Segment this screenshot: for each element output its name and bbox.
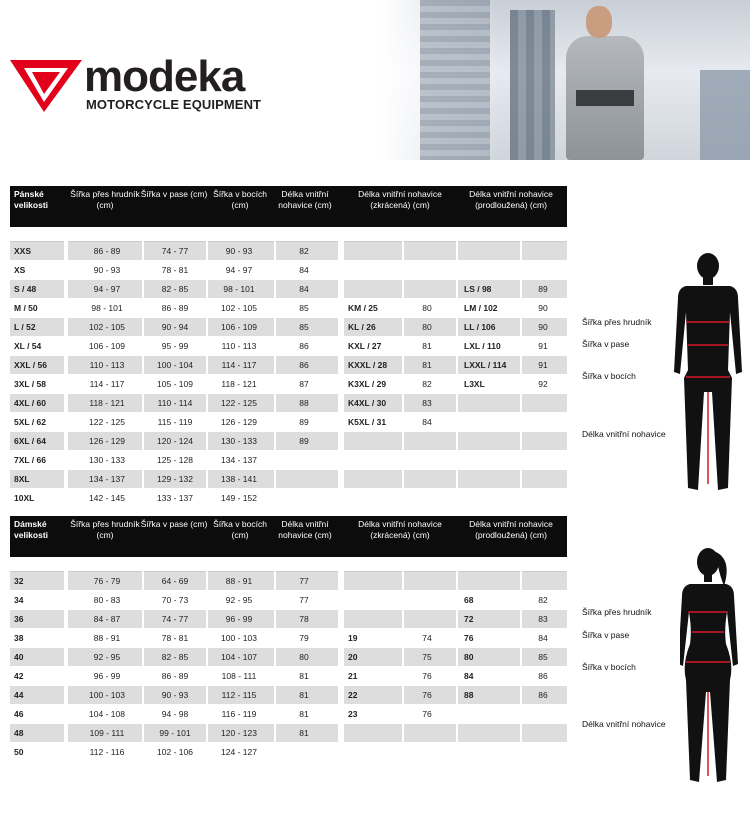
women-cell-short_size	[348, 743, 408, 761]
building-graphic	[420, 0, 490, 160]
men-cell-hip: 130 - 133	[221, 436, 257, 446]
cell-background	[276, 557, 338, 572]
women-header-cell: Šířka v pase (cm)	[140, 519, 208, 529]
men-cell-waist: 86 - 89	[161, 303, 189, 313]
men-cell-inseam: 86	[299, 341, 309, 351]
women-label-hip: Šířka v bocích	[582, 662, 636, 672]
column-separator	[520, 557, 522, 762]
men-cell-long_size	[464, 489, 528, 507]
women-cell-chest: 100 - 103	[89, 690, 125, 700]
women-cell-waist: 86 - 89	[161, 671, 189, 681]
men-cell-chest: 122 - 125	[89, 417, 125, 427]
women-cell-size: 34	[14, 595, 24, 605]
women-cell-long_len: 84	[538, 633, 548, 643]
men-header-cell: Délka vnitřní nohavice (cm)	[278, 189, 332, 210]
men-cell-hip: 122 - 125	[221, 398, 257, 408]
men-cell-inseam: 89	[299, 436, 309, 446]
rider-head	[586, 6, 612, 38]
men-cell-long_size: LM / 102	[464, 303, 498, 313]
women-cell-waist: 99 - 101	[159, 728, 191, 738]
men-cell-long_len	[520, 451, 566, 469]
men-cell-size: S / 48	[14, 284, 37, 294]
women-cell-inseam: 81	[299, 690, 309, 700]
men-cell-size: 5XL / 62	[14, 417, 46, 427]
men-cell-size: 7XL / 66	[14, 455, 46, 465]
men-cell-short_len: 80	[422, 322, 432, 332]
men-cell-short_len	[404, 470, 450, 488]
column-separator	[274, 557, 276, 762]
men-cell-waist: 82 - 85	[161, 284, 189, 294]
men-cell-long_len: 92	[538, 379, 548, 389]
men-cell-waist: 110 - 114	[157, 398, 193, 408]
women-cell-short_size: 23	[348, 709, 358, 719]
women-cell-long_size: 80	[464, 652, 474, 662]
men-cell-short_size	[348, 242, 408, 260]
men-cell-size: 4XL / 60	[14, 398, 46, 408]
cell-background	[68, 557, 142, 572]
women-cell-size: 50	[14, 747, 24, 757]
women-cell-long_size: 72	[464, 614, 474, 624]
women-cell-hip: 124 - 127	[221, 747, 257, 757]
cell-background	[344, 557, 402, 572]
men-cell-inseam: 84	[299, 284, 309, 294]
women-cell-short_len: 76	[422, 690, 432, 700]
men-cell-hip: 138 - 141	[221, 474, 257, 484]
men-cell-waist: 125 - 128	[157, 455, 193, 465]
women-header-row	[10, 516, 567, 557]
men-cell-waist: 95 - 99	[161, 341, 189, 351]
men-cell-short_len: 81	[422, 341, 432, 351]
men-cell-waist: 100 - 104	[157, 360, 193, 370]
women-cell-size: 44	[14, 690, 24, 700]
women-cell-chest: 84 - 87	[93, 614, 121, 624]
women-cell-long_len: 86	[538, 690, 548, 700]
men-cell-long_len	[520, 242, 566, 260]
cell-background	[344, 227, 402, 242]
men-cell-long_len: 90	[538, 303, 548, 313]
cell-background	[404, 227, 456, 242]
women-cell-short_len	[404, 724, 450, 742]
women-cell-long_size	[464, 743, 528, 761]
men-cell-chest: 114 - 117	[89, 379, 125, 389]
column-separator	[66, 557, 68, 762]
women-cell-waist: 94 - 98	[161, 709, 189, 719]
men-cell-long_size: LL / 106	[464, 322, 496, 332]
men-cell-long_size: LS / 98	[464, 284, 492, 294]
men-cell-short_size: KXXL / 28	[348, 360, 388, 370]
women-cell-long_size	[464, 724, 528, 742]
men-cell-chest: 86 - 89	[93, 246, 121, 256]
men-cell-inseam: 88	[299, 398, 309, 408]
column-separator	[274, 227, 276, 508]
men-cell-short_len: 81	[422, 360, 432, 370]
women-cell-long_size: 84	[464, 671, 474, 681]
column-separator	[206, 557, 208, 762]
women-header-cell: Šířka v bocích (cm)	[213, 519, 267, 540]
men-cell-long_size	[464, 394, 528, 412]
men-label-hip: Šířka v bocích	[582, 371, 636, 381]
women-cell-waist: 64 - 69	[161, 576, 189, 586]
women-cell-chest: 109 - 111	[89, 728, 125, 738]
men-cell-waist: 115 - 119	[157, 417, 193, 427]
men-cell-long_len	[520, 394, 566, 412]
women-cell-chest: 112 - 116	[89, 747, 125, 757]
women-cell-long_len: 86	[538, 671, 548, 681]
men-cell-inseam: 89	[299, 417, 309, 427]
women-cell-long_len: 82	[538, 595, 548, 605]
men-cell-short_size: KXL / 27	[348, 341, 382, 351]
men-cell-long_len: 91	[538, 360, 548, 370]
men-cell-inseam: 86	[299, 360, 309, 370]
men-cell-size: XS	[14, 265, 26, 275]
men-cell-long_len	[520, 432, 566, 450]
women-cell-hip: 104 - 107	[221, 652, 257, 662]
women-cell-size: 38	[14, 633, 24, 643]
men-cell-waist: 129 - 132	[157, 474, 193, 484]
women-cell-inseam	[276, 743, 332, 761]
women-cell-hip: 120 - 123	[221, 728, 257, 738]
men-cell-short_size	[348, 280, 408, 298]
rider-belt	[576, 90, 634, 106]
men-cell-hip: 102 - 105	[221, 303, 257, 313]
women-header-cell: Délka vnitřní nohavice (prodloužená) (cm)	[469, 519, 553, 540]
men-cell-long_len: 91	[538, 341, 548, 351]
men-cell-hip: 126 - 129	[221, 417, 257, 427]
women-cell-inseam: 77	[299, 576, 309, 586]
column-separator	[402, 227, 404, 508]
men-figure	[672, 252, 744, 494]
men-cell-long_size: L3XL	[464, 379, 485, 389]
men-cell-size: L / 52	[14, 322, 36, 332]
men-cell-hip: 90 - 93	[225, 246, 253, 256]
women-cell-waist: 102 - 106	[157, 747, 193, 757]
men-cell-short_size: KL / 26	[348, 322, 376, 332]
women-cell-chest: 80 - 83	[93, 595, 121, 605]
women-cell-short_len: 75	[422, 652, 432, 662]
men-cell-long_len	[520, 489, 566, 507]
women-cell-hip: 88 - 91	[225, 576, 253, 586]
men-cell-inseam: 85	[299, 303, 309, 313]
brand-name: modeka	[84, 52, 245, 101]
women-cell-inseam: 81	[299, 728, 309, 738]
men-cell-long_size	[464, 261, 528, 279]
women-cell-inseam: 79	[299, 633, 309, 643]
column-separator	[340, 557, 342, 762]
women-cell-long_size	[464, 572, 528, 590]
men-cell-waist: 133 - 137	[157, 493, 193, 503]
women-cell-short_len	[404, 572, 450, 590]
women-cell-long_len	[520, 724, 566, 742]
men-cell-short_size	[348, 470, 408, 488]
men-cell-chest: 134 - 137	[89, 474, 125, 484]
women-cell-chest: 76 - 79	[93, 576, 121, 586]
men-cell-short_len	[404, 280, 450, 298]
men-cell-inseam	[276, 451, 332, 469]
men-cell-chest: 102 - 105	[89, 322, 125, 332]
building-graphic	[700, 70, 750, 160]
women-cell-long_len	[520, 572, 566, 590]
building-graphic	[510, 10, 555, 160]
men-cell-inseam: 84	[299, 265, 309, 275]
men-cell-inseam	[276, 489, 332, 507]
women-cell-short_size: 22	[348, 690, 358, 700]
men-cell-short_len: 80	[422, 303, 432, 313]
men-cell-long_len	[520, 470, 566, 488]
women-label-waist: Šířka v pase	[582, 630, 630, 640]
cell-background	[144, 557, 206, 572]
men-cell-short_size: K4XL / 30	[348, 398, 387, 408]
women-cell-size: 42	[14, 671, 24, 681]
men-cell-waist: 74 - 77	[161, 246, 189, 256]
women-cell-inseam: 81	[299, 671, 309, 681]
men-cell-long_size	[464, 242, 528, 260]
women-label-chest: Šířka přes hrudník	[582, 607, 652, 617]
men-cell-long_len	[520, 413, 566, 431]
women-cell-long_size	[464, 705, 528, 723]
women-header-cell: Dámské velikosti	[14, 519, 49, 540]
female-silhouette-icon	[680, 546, 742, 784]
column-separator	[142, 227, 144, 508]
women-cell-waist: 78 - 81	[161, 633, 189, 643]
men-cell-long_size	[464, 451, 528, 469]
men-cell-chest: 130 - 133	[89, 455, 125, 465]
women-cell-hip: 100 - 103	[221, 633, 257, 643]
women-figure	[680, 546, 742, 784]
men-cell-chest: 90 - 93	[93, 265, 121, 275]
men-cell-chest: 142 - 145	[89, 493, 125, 503]
women-cell-inseam: 77	[299, 595, 309, 605]
men-cell-short_size	[348, 489, 408, 507]
cell-background	[458, 227, 520, 242]
men-cell-hip: 106 - 109	[221, 322, 257, 332]
men-cell-long_size: LXL / 110	[464, 341, 501, 351]
men-cell-short_size	[348, 261, 408, 279]
men-cell-size: 3XL / 58	[14, 379, 46, 389]
men-cell-waist: 120 - 124	[157, 436, 193, 446]
women-header-cell: Šířka přes hrudník (cm)	[70, 519, 140, 540]
men-header-cell: Pánské velikosti	[14, 189, 49, 210]
column-separator	[340, 227, 342, 508]
women-cell-short_len: 76	[422, 671, 432, 681]
women-header-cell: Délka vnitřní nohavice (zkrácená) (cm)	[358, 519, 442, 540]
men-cell-chest: 126 - 129	[89, 436, 125, 446]
men-cell-long_size: LXXL / 114	[464, 360, 507, 370]
women-cell-short_len	[404, 610, 450, 628]
women-cell-size: 36	[14, 614, 24, 624]
modeka-logo-icon	[10, 60, 82, 112]
column-separator	[402, 557, 404, 762]
women-cell-long_len	[520, 705, 566, 723]
cell-background	[68, 227, 142, 242]
men-cell-chest: 98 - 101	[91, 303, 123, 313]
men-cell-waist: 105 - 109	[157, 379, 193, 389]
women-cell-size: 46	[14, 709, 24, 719]
women-cell-hip: 116 - 119	[221, 709, 257, 719]
men-cell-hip: 98 - 101	[223, 284, 255, 294]
men-cell-hip: 110 - 113	[221, 341, 257, 351]
column-separator	[206, 227, 208, 508]
women-cell-hip: 92 - 95	[225, 595, 253, 605]
women-cell-short_len	[404, 591, 450, 609]
column-separator	[520, 227, 522, 508]
women-cell-chest: 104 - 108	[89, 709, 125, 719]
women-size-table	[10, 516, 567, 778]
women-cell-long_size: 68	[464, 595, 474, 605]
cell-background	[208, 557, 274, 572]
men-label-inseam: Délka vnitřní nohavice	[582, 429, 666, 439]
women-cell-size: 40	[14, 652, 24, 662]
women-cell-short_size	[348, 572, 408, 590]
cell-background	[144, 227, 206, 242]
women-cell-short_size	[348, 610, 408, 628]
men-cell-chest: 110 - 113	[89, 360, 125, 370]
men-header-cell: Délka vnitřní nohavice (zkrácená) (cm)	[358, 189, 442, 210]
men-cell-hip: 94 - 97	[225, 265, 253, 275]
column-separator	[456, 557, 458, 762]
men-cell-short_len: 82	[422, 379, 432, 389]
brand-subtitle: MOTORCYCLE EQUIPMENT	[86, 97, 262, 112]
cell-background	[208, 227, 274, 242]
men-cell-hip: 149 - 152	[221, 493, 257, 503]
brand-header	[0, 0, 750, 160]
women-cell-short_size: 21	[348, 671, 358, 681]
men-header-cell: Délka vnitřní nohavice (prodloužená) (cm)	[469, 189, 553, 210]
women-cell-chest: 96 - 99	[93, 671, 121, 681]
men-cell-short_len	[404, 432, 450, 450]
women-cell-short_len: 74	[422, 633, 432, 643]
men-cell-waist: 78 - 81	[161, 265, 189, 275]
column-separator	[142, 557, 144, 762]
women-cell-short_size	[348, 591, 408, 609]
men-header-cell: Šířka přes hrudník (cm)	[70, 189, 140, 210]
cell-background	[10, 557, 64, 572]
women-label-inseam: Délka vnitřní nohavice	[582, 719, 666, 729]
men-cell-inseam: 82	[299, 246, 309, 256]
men-label-waist: Šířka v pase	[582, 339, 630, 349]
women-cell-short_size	[348, 724, 408, 742]
women-cell-long_size: 76	[464, 633, 474, 643]
women-cell-long_size: 88	[464, 690, 474, 700]
men-cell-long_size	[464, 413, 528, 431]
men-cell-size: XXS	[14, 246, 32, 256]
men-cell-size: XL / 54	[14, 341, 42, 351]
men-cell-inseam	[276, 470, 332, 488]
men-cell-waist: 90 - 94	[161, 322, 189, 332]
men-cell-short_size: K3XL / 29	[348, 379, 387, 389]
men-cell-chest: 106 - 109	[89, 341, 125, 351]
women-cell-long_len: 85	[538, 652, 548, 662]
cell-background	[404, 557, 456, 572]
men-cell-short_len	[404, 242, 450, 260]
women-cell-short_len: 76	[422, 709, 432, 719]
men-cell-short_len: 83	[422, 398, 432, 408]
men-cell-hip: 134 - 137	[221, 455, 257, 465]
rider-photo	[380, 0, 750, 160]
women-cell-chest: 88 - 91	[93, 633, 121, 643]
cell-background	[10, 227, 64, 242]
men-cell-long_len: 90	[538, 322, 548, 332]
cell-background	[522, 557, 567, 572]
women-cell-size: 32	[14, 576, 24, 586]
women-cell-size: 48	[14, 728, 24, 738]
men-cell-short_len: 84	[422, 417, 432, 427]
men-cell-chest: 118 - 121	[89, 398, 125, 408]
male-silhouette-icon	[672, 252, 744, 494]
men-label-chest: Šířka přes hrudník	[582, 317, 652, 327]
women-cell-hip: 96 - 99	[225, 614, 253, 624]
men-cell-long_len	[520, 261, 566, 279]
men-cell-short_size	[348, 451, 408, 469]
men-cell-long_size	[464, 432, 528, 450]
men-size-table	[10, 186, 567, 504]
men-cell-size: M / 50	[14, 303, 38, 313]
women-cell-long_len: 83	[538, 614, 548, 624]
men-header-cell: Šířka v pase (cm)	[140, 189, 208, 199]
women-cell-long_len	[520, 743, 566, 761]
men-cell-short_len	[404, 489, 450, 507]
women-cell-hip: 112 - 115	[221, 690, 257, 700]
women-cell-short_size: 20	[348, 652, 358, 662]
men-cell-inseam: 85	[299, 322, 309, 332]
women-cell-short_len	[404, 743, 450, 761]
men-header-cell: Šířka v bocích (cm)	[213, 189, 267, 210]
men-cell-long_len: 89	[538, 284, 548, 294]
women-cell-chest: 92 - 95	[93, 652, 121, 662]
men-cell-inseam: 87	[299, 379, 309, 389]
men-cell-short_size: KM / 25	[348, 303, 378, 313]
men-cell-size: 6XL / 64	[14, 436, 46, 446]
women-header-cell: Délka vnitřní nohavice (cm)	[278, 519, 332, 540]
cell-background	[522, 227, 567, 242]
women-cell-waist: 74 - 77	[161, 614, 189, 624]
women-cell-inseam: 78	[299, 614, 309, 624]
cell-background	[276, 227, 338, 242]
men-cell-hip: 118 - 121	[221, 379, 257, 389]
women-cell-short_size: 19	[348, 633, 358, 643]
men-cell-hip: 114 - 117	[221, 360, 257, 370]
men-cell-size: 10XL	[14, 493, 35, 503]
column-separator	[456, 227, 458, 508]
men-cell-short_size: K5XL / 31	[348, 417, 387, 427]
men-cell-size: XXL / 56	[14, 360, 47, 370]
men-cell-chest: 94 - 97	[93, 284, 121, 294]
men-cell-long_size	[464, 470, 528, 488]
women-cell-hip: 108 - 111	[221, 671, 257, 681]
men-cell-short_size	[348, 432, 408, 450]
women-cell-waist: 90 - 93	[161, 690, 189, 700]
men-cell-short_len	[404, 451, 450, 469]
cell-background	[458, 557, 520, 572]
men-cell-size: 8XL	[14, 474, 30, 484]
women-cell-waist: 70 - 73	[161, 595, 189, 605]
men-header-row	[10, 186, 567, 227]
column-separator	[66, 227, 68, 508]
women-cell-inseam: 81	[299, 709, 309, 719]
women-cell-waist: 82 - 85	[161, 652, 189, 662]
men-cell-short_len	[404, 261, 450, 279]
women-cell-inseam: 80	[299, 652, 309, 662]
